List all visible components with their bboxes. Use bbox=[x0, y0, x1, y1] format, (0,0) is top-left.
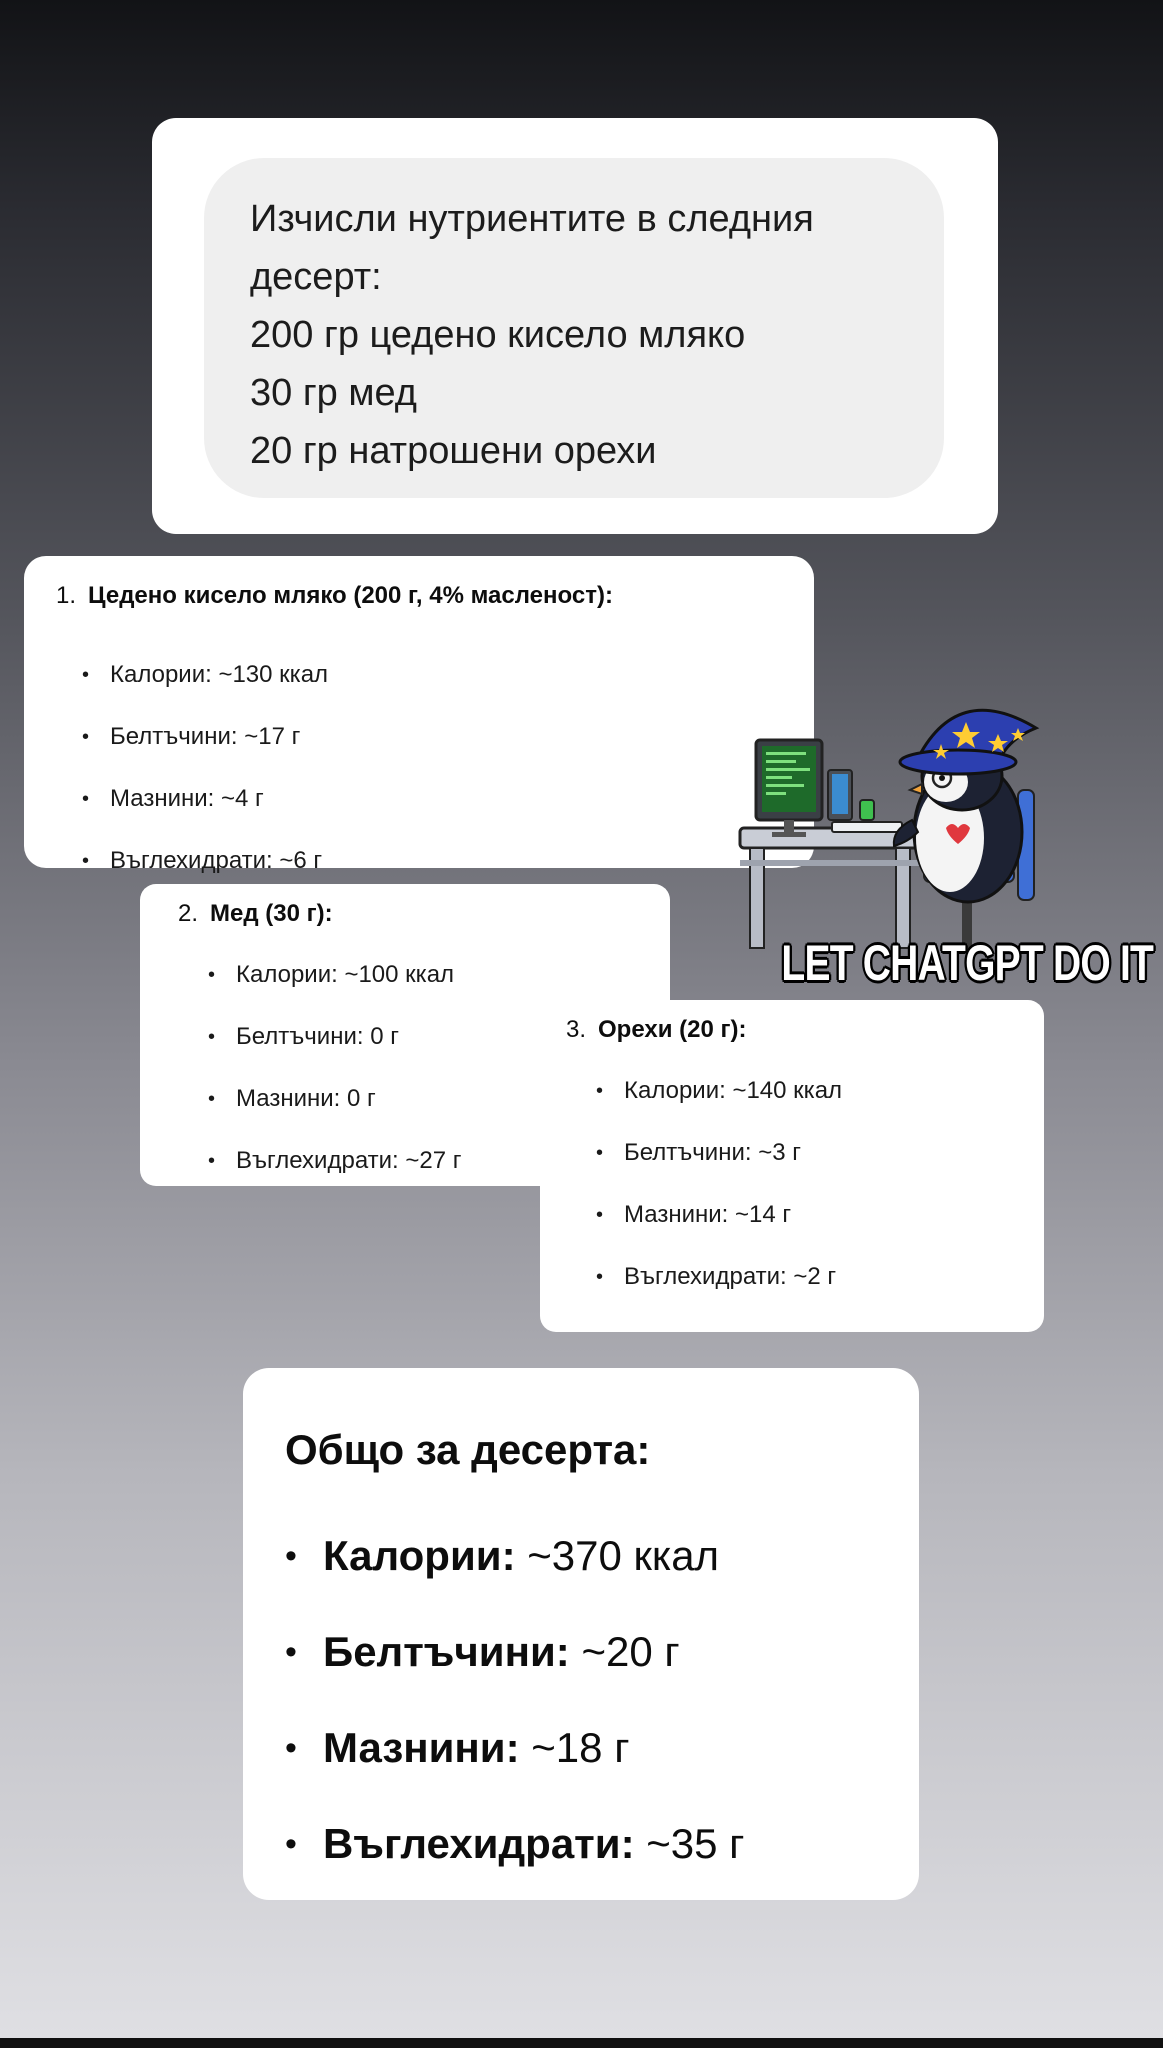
total-list bbox=[285, 1508, 744, 1892]
total-label: Калории: bbox=[323, 1532, 516, 1579]
list-item: • Мазнини: ~14 г bbox=[596, 1184, 842, 1246]
prompt-line: 200 гр цедено кисело мляко bbox=[250, 314, 746, 356]
prompt-line: десерт: bbox=[250, 256, 382, 298]
section-card-yogurt bbox=[24, 556, 814, 874]
list-item: • Белтъчини: ~3 г bbox=[596, 1122, 842, 1184]
user-message-bubble bbox=[204, 158, 944, 498]
section-number: 3. bbox=[566, 1016, 587, 1043]
total-value: ~18 г bbox=[531, 1724, 630, 1771]
total-item bbox=[285, 1700, 744, 1796]
list-item: • Въглехидрати: ~2 г bbox=[596, 1246, 842, 1308]
section-number: 2. bbox=[178, 900, 199, 927]
total-value: ~35 г bbox=[646, 1820, 745, 1867]
prompt-line: 20 гр натрошени орехи bbox=[250, 430, 657, 472]
list-item: • Калории: ~140 ккал bbox=[596, 1060, 842, 1122]
prompt-card bbox=[152, 118, 998, 534]
list-item: • Белтъчини: 0 г bbox=[208, 1006, 462, 1068]
section-heading: Орехи (20 г): bbox=[598, 1016, 747, 1043]
total-item bbox=[285, 1604, 744, 1700]
total-label: Белтъчини: bbox=[323, 1628, 570, 1675]
total-label: Въглехидрати: bbox=[323, 1820, 635, 1867]
section-number: 1. bbox=[56, 582, 77, 609]
nutrient-list bbox=[596, 1060, 842, 1308]
section-card-walnuts bbox=[540, 1000, 1044, 1332]
list-item: • Въглехидрати: ~27 г bbox=[208, 1130, 462, 1192]
nutrient-list bbox=[208, 944, 462, 1192]
bottom-edge bbox=[0, 2038, 1163, 2048]
section-title bbox=[566, 1016, 746, 1044]
section-title bbox=[178, 900, 333, 928]
list-item: • Калории: ~130 ккал bbox=[82, 644, 328, 706]
sticker[interactable] bbox=[736, 700, 1154, 1010]
total-item bbox=[285, 1796, 744, 1892]
total-item bbox=[285, 1508, 744, 1604]
nutrient-list bbox=[82, 644, 328, 892]
prompt-line: Изчисли нутриентите в следния bbox=[250, 198, 814, 240]
total-card bbox=[243, 1368, 919, 1900]
list-item: • Мазнини: 0 г bbox=[208, 1068, 462, 1130]
total-value: ~370 ккал bbox=[527, 1532, 720, 1579]
list-item: • Въглехидрати: ~6 г bbox=[82, 830, 328, 892]
total-label: Мазнини: bbox=[323, 1724, 520, 1771]
list-item: • Калории: ~100 ккал bbox=[208, 944, 462, 1006]
section-heading: Цедено кисело мляко (200 г, 4% масленост): bbox=[88, 582, 613, 609]
section-heading: Мед (30 г): bbox=[210, 900, 333, 927]
list-item: • Белтъчини: ~17 г bbox=[82, 706, 328, 768]
section-title bbox=[56, 582, 613, 610]
sticker-caption: LET CHATGPT DO IT bbox=[781, 935, 1154, 991]
prompt-line: 30 гр мед bbox=[250, 372, 417, 414]
total-value: ~20 г bbox=[581, 1628, 680, 1675]
list-item: • Мазнини: ~4 г bbox=[82, 768, 328, 830]
total-title: Общо за десерта: bbox=[285, 1426, 651, 1473]
